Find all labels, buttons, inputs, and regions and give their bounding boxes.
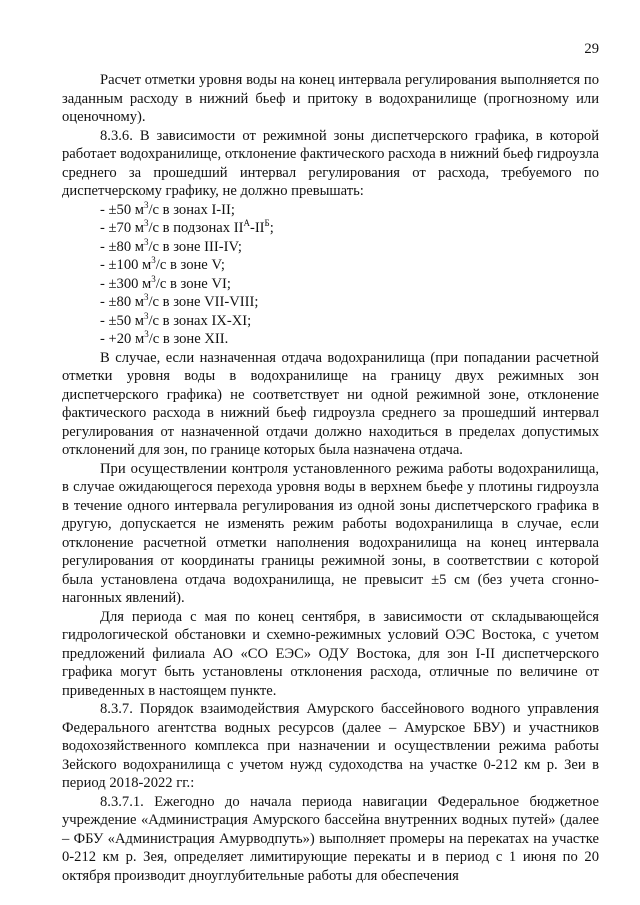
list-item: - ±100 $м^3/с$ в зоне V;	[100, 255, 225, 273]
paragraph-boundary-case: В случае, если назначенная отдача водохранилища (при попадании расчетной отметки уровня воды в водохранилище на границу двух режимных зон диспетчерского графика) не соответствует ни одной режимной зоне, отклонение фактического расхода в нижний бьеф гидроузла среднего за прошедший интервал регулирования от назначенной отдачи должно находиться в пределах допустимых отклонений для зон, по границе которых была назначена отдача.	[62, 349, 599, 458]
paragraph-8-3-7: 8.3.7. Порядок взаимодействия Амурского бассейнового водного управления Федерального агентства водных ресурсов (далее – Амурское БВУ) и участников водохозяйственного комплекса при назначении и осуществлении режима работы Зейского водохранилища с учетом нужд судоходства на участке 0-212 км р. Зеи в период 2018-2022 гг.:	[62, 701, 599, 791]
paragraph-may-september: Для периода с мая по конец сентября, в зависимости от складывающейся гидрологической обстановки и схемно-режимных условий ОЭС Востока, с учетом предложений филиала АО «СО ЕЭС» ОДУ Востока, для зон I-II диспетчерского графика могут быть установлены отклонения расхода, отличные по величине от приведенных в настоящем пункте.	[62, 608, 599, 699]
page-number: 29	[584, 41, 599, 57]
list-item: - ±50 $м^3/с$ в зонах IX-XI;	[100, 310, 252, 329]
list-item: - ±80 $м^3/с$ в зоне VII-VIII;	[100, 292, 259, 310]
paragraph-water-level-calculation: Расчет отметки уровня воды на конец интервала регулирования выполняется по заданным расходу в нижний бьеф и притоку в водохранилище (прогнозному или оценочному).	[62, 72, 599, 125]
paragraph-8-3-7-1: 8.3.7.1. Ежегодно до начала периода навигации Федеральное бюджетное учреждение «Администрация Амурского бассейна внутренних водных путей» (далее – ФБУ «Администрация Амурводпуть») выполняет промеры на перекатах на участке 0-212 км р. Зея, определяет лимитирующие перекаты и в период с 1 июня по 20 октября производит дноуглубительные работы для обеспечения	[62, 793, 599, 884]
list-item: - ±80 $м^3/с$ в зоне III-IV;	[100, 236, 242, 255]
list-item: - ±50 $м^3/с$ в зонах I-II;	[100, 199, 235, 218]
deviation-list	[62, 201, 599, 349]
list-item: - ±300 $м^3/с$ в зоне VI;	[100, 273, 231, 292]
document-body	[62, 71, 599, 885]
list-item: - ±70 $м^3/с$ в подзонах $II^А-II^Б$;	[100, 218, 274, 236]
paragraph-8-3-6: 8.3.6. В зависимости от режимной зоны диспетчерского графика, в которой работает водохранилище, отклонение фактического расхода в нижний бьеф гидроузла среднего за прошедший интервал регулирования от расхода, требуемого по диспетчерскому графику, не должно превышать:	[62, 127, 599, 199]
paragraph-control-mode: При осуществлении контроля установленного режима работы водохранилища, в случае ожидающегося перехода уровня воды в верхнем бьефе у плотины гидроузла в течение одного интервала регулирования из одной зоны диспетчерского графика в другую, допускается не изменять режим работы водохранилища в случае, если отклонение расчетной отметки наполнения водохранилища на конец интервала регулирования от координаты границы режимной зоны, в соответствии с которой была установлена отдача водохранилища, не превысит ±5 см (без учета сгонно-нагонных явлений).	[62, 460, 599, 606]
list-item: - +20 $м^3/с$ в зоне XII.	[100, 329, 229, 347]
